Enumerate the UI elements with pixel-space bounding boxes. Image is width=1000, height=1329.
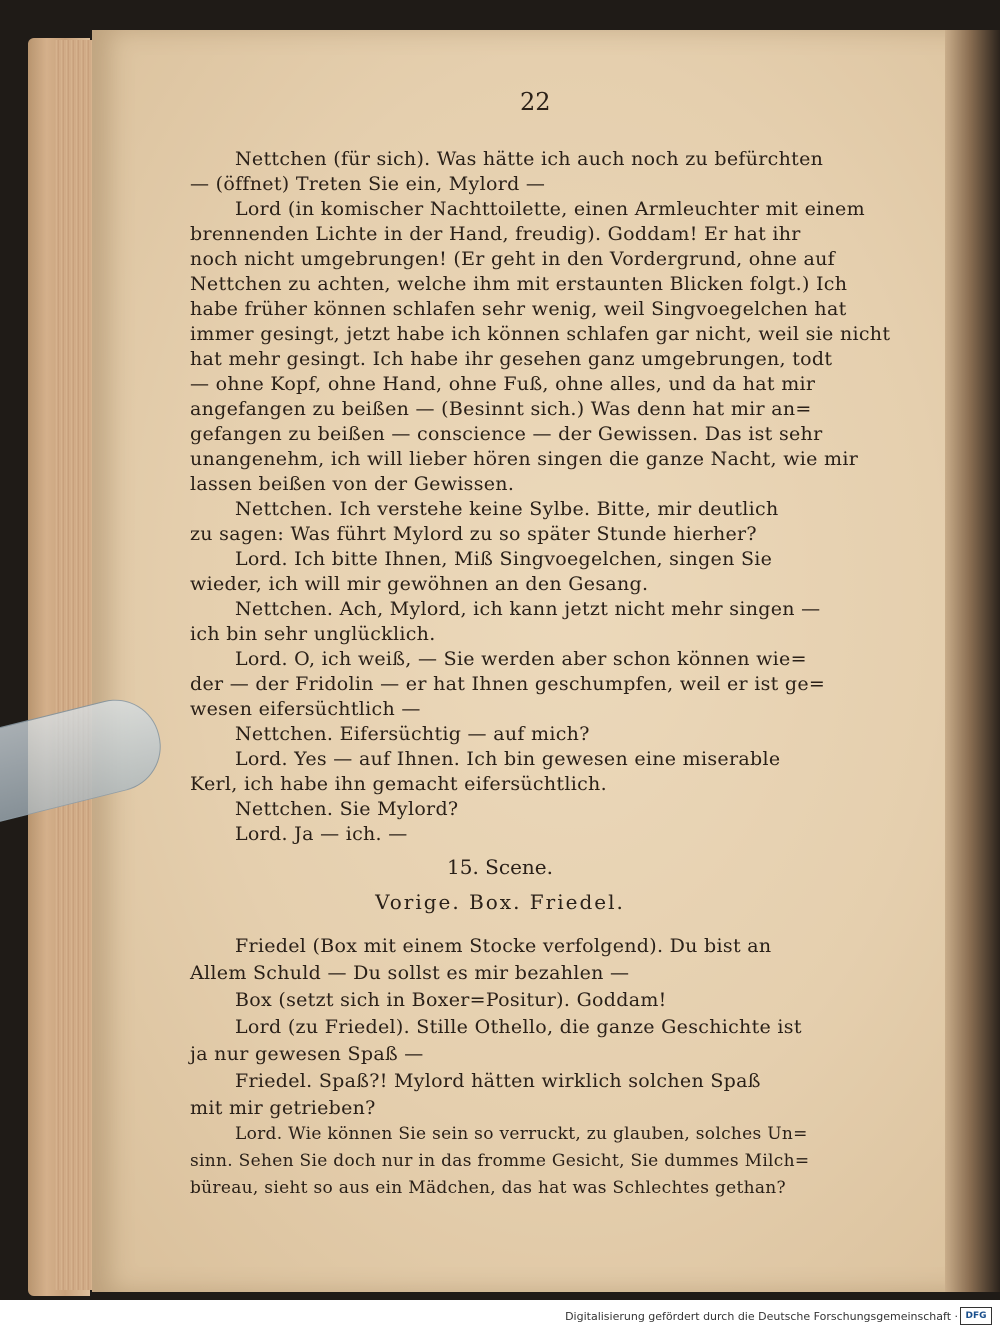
text-line: der — der Fridolin — er hat Ihnen geschumpfen, weil er ist ge= <box>190 673 826 695</box>
text-line: — ohne Kopf, ohne Hand, ohne Fuß, ohne alles, und da hat mir <box>190 373 816 395</box>
text-line: lassen beißen von der Gewissen. <box>190 473 515 495</box>
text-line: zu sagen: Was führt Mylord zu so später Stunde hierher? <box>190 523 757 545</box>
text-line: habe früher können schlafen sehr wenig, weil Singvoegelchen hat <box>190 298 847 320</box>
text-line: Nettchen. Sie Mylord? <box>235 798 459 820</box>
text-line: hat mehr gesingt. Ich habe ihr gesehen ganz umgebrungen, todt <box>190 348 833 370</box>
text-line: noch nicht umgebrungen! (Er geht in den Vordergrund, ohne auf <box>190 248 835 270</box>
text-line: Nettchen (für sich). Was hätte ich auch noch zu befürchten <box>235 148 824 170</box>
text-line: Lord (in komischer Nachttoilette, einen Armleuchter mit einem <box>235 198 865 220</box>
text-line: ja nur gewesen Spaß — <box>190 1043 424 1065</box>
dfg-logo: DFG <box>960 1307 992 1325</box>
text-line: Nettchen. Ach, Mylord, ich kann jetzt nicht mehr singen — <box>235 598 821 620</box>
text-line: Lord. Ich bitte Ihnen, Miß Singvoegelchen, singen Sie <box>235 548 773 570</box>
text-line: Nettchen. Eifersüchtig — auf mich? <box>235 723 590 745</box>
text-line: büreau, sieht so aus ein Mädchen, das hat was Schlechtes gethan? <box>190 1178 786 1198</box>
footer-credit: Digitalisierung gefördert durch die Deutsche Forschungsgemeinschaft · <box>565 1310 958 1323</box>
text-line: Lord (zu Friedel). Stille Othello, die ganze Geschichte ist <box>235 1016 802 1038</box>
text-line: Lord. O, ich weiß, — Sie werden aber schon können wie= <box>235 648 807 670</box>
text-line: Box (setzt sich in Boxer=Positur). Goddam! <box>235 989 667 1011</box>
text-line: Lord. Yes — auf Ihnen. Ich bin gewesen eine miserable <box>235 748 781 770</box>
gutter-shadow <box>945 30 1000 1292</box>
text-line: mit mir getrieben? <box>190 1097 376 1119</box>
text-line: Allem Schuld — Du sollst es mir bezahlen — <box>190 962 630 984</box>
text-line: sinn. Sehen Sie doch nur in das fromme Gesicht, Sie dummes Milch= <box>190 1151 810 1171</box>
text-line: immer gesingt, jetzt habe ich können schlafen gar nicht, weil sie nicht <box>190 323 891 345</box>
text-line: Lord. Wie können Sie sein so verruckt, zu glauben, solches Un= <box>235 1124 808 1144</box>
text-line: brennenden Lichte in der Hand, freudig). Goddam! Er hat ihr <box>190 223 801 245</box>
page-stack <box>55 40 95 1290</box>
text-line: Lord. Ja — ich. — <box>235 823 408 845</box>
text-line: ich bin sehr unglücklich. <box>190 623 436 645</box>
text-line: wesen eifersüchtlich — <box>190 698 421 720</box>
scene-number: 15. Scene. <box>447 855 553 879</box>
text-line: Kerl, ich habe ihn gemacht eifersüchtlich. <box>190 773 607 795</box>
text-line: unangenehm, ich will lieber hören singen die ganze Nacht, wie mir <box>190 448 859 470</box>
text-line: Nettchen. Ich verstehe keine Sylbe. Bitte, mir deutlich <box>235 498 779 520</box>
scene-cast: Vorige. Box. Friedel. <box>375 890 625 914</box>
text-line: wieder, ich will mir gewöhnen an den Gesang. <box>190 573 649 595</box>
text-line: angefangen zu beißen — (Besinnt sich.) Was denn hat mir an= <box>190 398 812 420</box>
text-line: gefangen zu beißen — conscience — der Gewissen. Das ist sehr <box>190 423 823 445</box>
text-line: Nettchen zu achten, welche ihm mit erstaunten Blicken folgt.) Ich <box>190 273 848 295</box>
text-line: — (öffnet) Treten Sie ein, Mylord — <box>190 173 546 195</box>
page-number: 22 <box>520 88 551 116</box>
text-line: Friedel (Box mit einem Stocke verfolgend). Du bist an <box>235 935 772 957</box>
text-line: Friedel. Spaß?! Mylord hätten wirklich solchen Spaß <box>235 1070 761 1092</box>
